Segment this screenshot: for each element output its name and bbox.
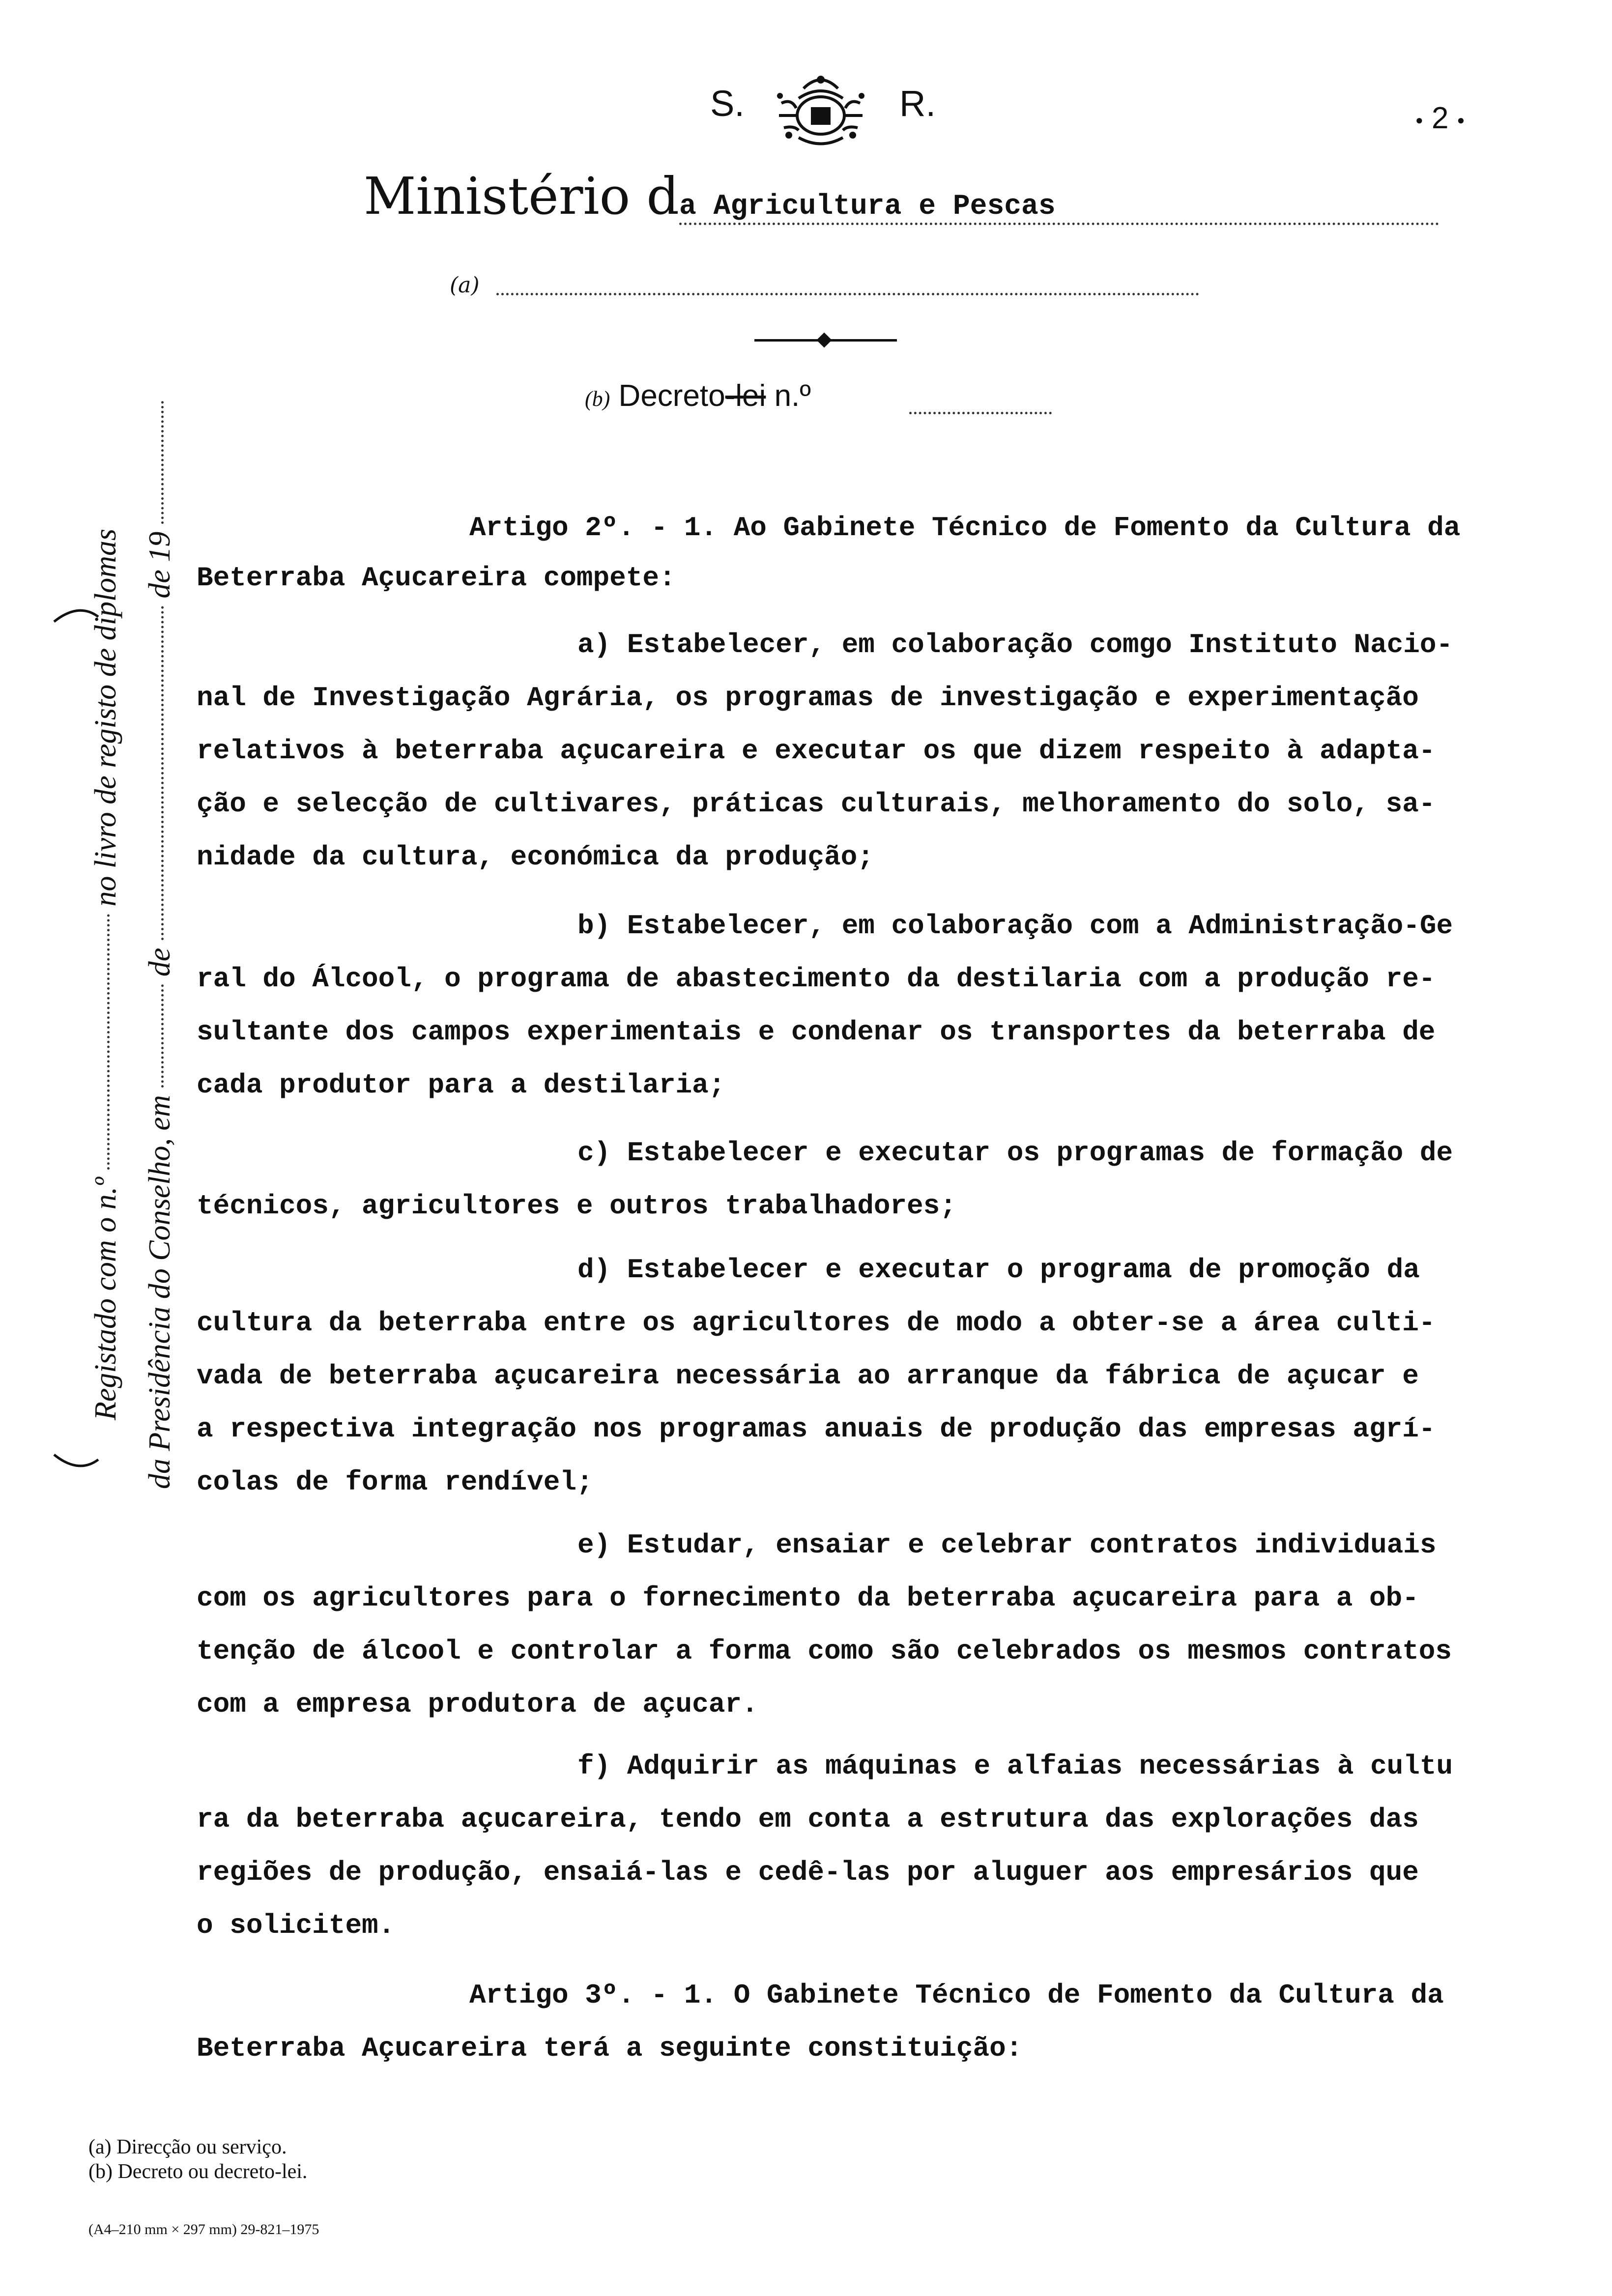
article-3-heading: Artigo 3º. - 1. O Gabinete Técnico de Fomento da Cultura da — [469, 1980, 1444, 2011]
margin-dots — [161, 606, 164, 940]
decree-word: Decreto — [618, 379, 725, 413]
body-line: cultura da beterraba entre os agricultores de modo a obter-se a área culti- — [197, 1307, 1436, 1339]
page-number-value: 2 — [1431, 101, 1449, 135]
body-line: regiões de produção, ensaiá-las e cedê-las por aluguer aos empresários que — [197, 1857, 1419, 1888]
body-line: Beterraba Açucareira terá a seguinte constituição: — [197, 2033, 1023, 2064]
body-line: a respectiva integração nos programas anuais de produção das empresas agrí- — [197, 1413, 1436, 1445]
article-2-heading: Artigo 2º. - 1. Ao Gabinete Técnico de Fomento da Cultura da — [469, 512, 1461, 544]
body-line: com a empresa produtora de açucar. — [197, 1689, 758, 1720]
body-line: ral do Álcool, o programa de abastecimento da destilaria com a produção re- — [197, 963, 1436, 995]
body-line: tenção de álcool e controlar a forma como são celebrados os mesmos contratos — [197, 1636, 1452, 1667]
margin-bracket-mark — [49, 573, 103, 631]
body-line: o solicitem. — [197, 1910, 395, 1941]
margin-presidencia: da Presidência do Conselho, em — [143, 1095, 176, 1489]
r-letter: R. — [899, 83, 936, 124]
field-a-line — [496, 293, 1199, 295]
ministry-service: a Agricultura e Pescas — [679, 191, 1439, 225]
margin-dots — [161, 984, 164, 1088]
decree-field — [585, 378, 811, 413]
body-line: cada produtor para a destilaria; — [197, 1069, 725, 1101]
margin-dots — [107, 914, 110, 1170]
item-a: a) Estabelecer, em colaboração comgo Instituto Nacio- — [577, 629, 1453, 660]
paper-format-note: (A4–210 mm × 297 mm) 29-821–1975 — [88, 2221, 319, 2238]
margin-registado: Registado com o n.º — [89, 1177, 122, 1420]
item-f: f) Adquirir as máquinas e alfaias necessárias à cultu — [577, 1751, 1453, 1782]
footnote-b: (b) Decreto ou decreto-lei. — [88, 2160, 308, 2183]
s-letter: S. — [710, 83, 745, 124]
item-e: e) Estudar, ensaiar e celebrar contratos individuais — [577, 1529, 1437, 1561]
margin-registration-line-2 — [143, 401, 177, 1489]
body-line: sultante dos campos experimentais e condenar os transportes da beterraba de — [197, 1016, 1436, 1048]
body-line: vada de beterraba açucareira necessária ao arranque da fábrica de açucar e — [197, 1360, 1419, 1392]
field-a-label: (a) — [450, 273, 480, 298]
body-line: relativos à beterraba açucareira e executar os que dizem respeito à adapta- — [197, 735, 1436, 767]
body-line: ra da beterraba açucareira, tendo em conta a estrutura das explorações das — [197, 1804, 1419, 1835]
page-number: ● 2 ● — [1415, 101, 1465, 135]
decree-struck-lei: -lei — [725, 379, 766, 413]
ministry-title — [364, 166, 1439, 226]
footnote-a: (a) Direcção ou serviço. — [88, 2136, 287, 2158]
item-c: c) Estabelecer e executar os programas de formação de — [577, 1137, 1453, 1169]
margin-dots — [161, 401, 164, 524]
item-b: b) Estabelecer, em colaboração com a Administração-Ge — [577, 910, 1453, 942]
margin-registration-line-1 — [88, 529, 123, 1420]
coat-of-arms-emblem-icon — [769, 69, 872, 152]
field-b-label: (b) — [585, 387, 610, 411]
body-line: Beterraba Açucareira compete: — [197, 562, 676, 594]
body-line: nidade da cultura, económica da produção; — [197, 841, 874, 873]
divider-diamond-icon — [816, 332, 832, 347]
margin-de: de — [143, 947, 176, 977]
margin-bracket-mark — [49, 1445, 103, 1504]
margin-de-19: de 19 — [143, 531, 176, 599]
ministry-prefix: Ministério d — [364, 166, 679, 226]
margin-livro: no livro de registo de diplomas — [89, 528, 122, 907]
item-d: d) Estabelecer e executar o programa de promoção da — [577, 1254, 1420, 1286]
body-line: técnicos, agricultores e outros trabalhadores; — [197, 1190, 956, 1222]
body-line: nal de Investigação Agrária, os programas de investigação e experimentação — [197, 682, 1419, 714]
body-line: colas de forma rendível; — [197, 1466, 593, 1498]
body-line: com os agricultores para o fornecimento da beterraba açucareira para a ob- — [197, 1582, 1419, 1614]
decree-number-line — [909, 412, 1052, 414]
decree-number-label: n.º — [774, 379, 811, 413]
body-line: ção e selecção de cultivares, práticas culturais, melhoramento do solo, sa- — [197, 788, 1436, 820]
